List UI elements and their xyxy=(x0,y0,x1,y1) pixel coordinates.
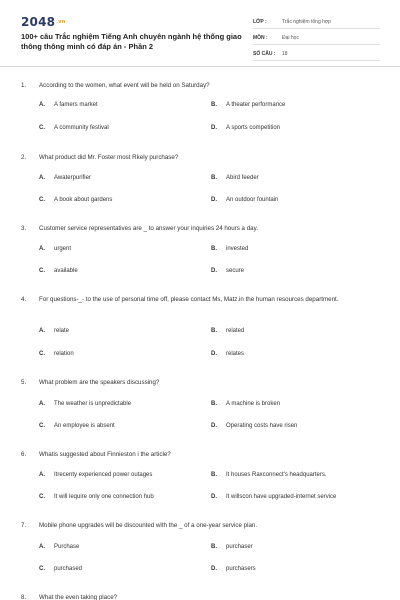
option-text: A sports competition xyxy=(226,125,281,131)
option-text: urgent xyxy=(54,246,72,252)
option-letter: D. xyxy=(211,494,217,500)
option-text: Purchase xyxy=(54,544,80,550)
option-text: related xyxy=(226,328,245,334)
option-letter: C. xyxy=(39,494,45,500)
option-letter: D. xyxy=(211,423,217,429)
question-text: What product did Mr. Foster most Rkely purchase? xyxy=(39,154,179,161)
option-text: Operating costs have risen xyxy=(226,423,298,429)
option-letter: C. xyxy=(39,197,45,203)
option-letter: A. xyxy=(39,401,45,407)
option-text: Itrecenty experienced power outages xyxy=(54,472,153,478)
option-text: purchaser xyxy=(226,544,253,550)
question-number: 2. xyxy=(21,154,27,161)
question-text: Mobile phone upgrades will be discounted with the _ of a one-year service plan. xyxy=(39,522,258,529)
document-title: 100+ câu Trắc nghiệm Tiếng Anh chuyên ngành hệ thống giao thông thông minh có đáp án - Phần 2 xyxy=(21,32,242,51)
option-letter: A. xyxy=(39,544,45,550)
option-letter: C. xyxy=(39,268,45,274)
question-text: What problem are the speakers discussing? xyxy=(39,379,160,386)
option-letter: A. xyxy=(39,102,45,108)
option-letter: A. xyxy=(39,328,45,334)
option-text: A famers market xyxy=(54,102,98,108)
meta-value: Đại học xyxy=(282,34,299,41)
option-text: relation xyxy=(54,351,74,357)
document-header xyxy=(0,0,400,66)
option-letter: A. xyxy=(39,246,45,252)
option-text: purchased xyxy=(54,566,83,572)
option-letter: B. xyxy=(211,246,217,252)
option-letter: C. xyxy=(39,351,45,357)
option-text: invested xyxy=(226,246,249,252)
option-text: A book about gardens xyxy=(54,197,113,203)
option-text: It will lequire only one connection hub xyxy=(54,494,154,500)
option-letter: D. xyxy=(211,125,217,131)
option-text: Awaterpurifier xyxy=(54,175,91,181)
meta-row-subject xyxy=(253,31,380,45)
meta-label: MÔN : xyxy=(253,34,268,41)
option-text: The weather is unpredictable xyxy=(54,401,132,407)
question-text: What the even taking place? xyxy=(39,594,118,600)
option-text: An employee is absent xyxy=(54,423,115,429)
question-number: 6. xyxy=(21,451,27,458)
option-text: An outdoor fountain xyxy=(226,197,279,203)
option-letter: B. xyxy=(211,175,217,181)
option-letter: B. xyxy=(211,328,217,334)
question-number: 3. xyxy=(21,225,27,232)
option-letter: B. xyxy=(211,472,217,478)
option-text: It willscon have upgraded-internet service xyxy=(226,494,337,500)
question-number: 4. xyxy=(21,296,27,303)
option-text: Abird feeder xyxy=(226,175,259,181)
option-letter: C. xyxy=(39,125,45,131)
option-text: It houses Raxconnect's headquarters. xyxy=(226,472,327,478)
option-text: A machine is broken xyxy=(226,401,281,407)
question-text: Customer service representatives are _ to answer your inquiries 24 hours a day. xyxy=(39,225,258,232)
option-letter: D. xyxy=(211,351,217,357)
meta-row-count xyxy=(253,47,380,61)
meta-value: 18 xyxy=(282,50,288,57)
question-text: Whatis suggested about Finnieston i the article? xyxy=(39,451,171,458)
option-letter: C. xyxy=(39,423,45,429)
option-text: available xyxy=(54,268,78,274)
question-number: 8. xyxy=(21,594,27,600)
option-letter: D. xyxy=(211,268,217,274)
option-text: A theater performance xyxy=(226,102,286,108)
option-text: A community festival xyxy=(54,125,109,131)
question-number: 7. xyxy=(21,522,27,529)
question-number: 1. xyxy=(21,82,27,89)
option-letter: A. xyxy=(39,472,45,478)
option-letter: D. xyxy=(211,566,217,572)
header-divider xyxy=(0,66,400,67)
meta-row-class xyxy=(253,15,380,29)
meta-label: LỚP : xyxy=(253,18,267,25)
question-text: According to the women, what event will be held on Saturday? xyxy=(39,82,210,89)
option-letter: B. xyxy=(211,401,217,407)
meta-label: SỐ CÂU : xyxy=(253,50,276,57)
option-letter: B. xyxy=(211,102,217,108)
option-text: relates xyxy=(226,351,245,357)
option-text: relate xyxy=(54,328,70,334)
meta-info xyxy=(253,15,380,63)
question-text: For questions-_- to the use of personal time off, please contact Ms, Matz.in the human resources department. xyxy=(39,296,339,303)
question-number: 5. xyxy=(21,379,27,386)
site-logo[interactable] xyxy=(21,15,66,29)
logo-text: 2048 xyxy=(21,15,56,29)
option-letter: D. xyxy=(211,197,217,203)
meta-value: Trắc nghiệm tổng hợp xyxy=(282,18,331,25)
option-letter: A. xyxy=(39,175,45,181)
logo-suffix: .vn xyxy=(56,19,66,25)
option-text: secure xyxy=(226,268,245,274)
option-letter: B. xyxy=(211,544,217,550)
option-text: purchasers xyxy=(226,566,256,572)
option-letter: C. xyxy=(39,566,45,572)
